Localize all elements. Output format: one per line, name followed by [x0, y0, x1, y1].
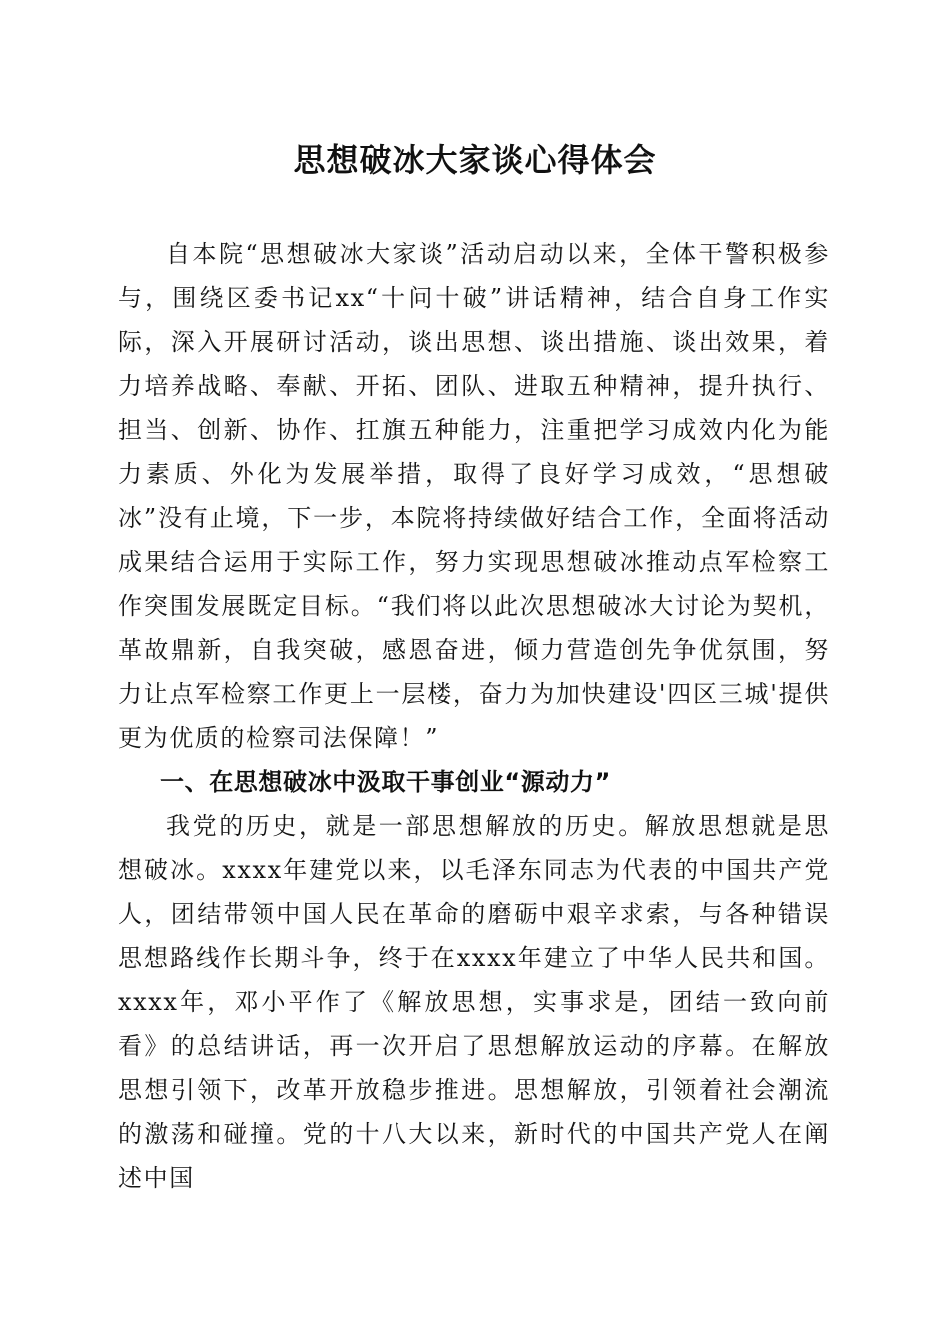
section-paragraph: 我党的历史，就是一部思想解放的历史。解放思想就是思想破冰。xxxx年建党以来，以毛泽东同志为代表的中国共产党人，团结带领中国人民在革命的磨砺中艰辛求索，与各种错误思想路线作长期斗争，终于在xxxx年建立了中华人民共和国。xxxx年，邓小平作了《解放思想，实事求是，团结一致向前看》的总结讲话，再一次开启了思想解放运动的序幕。在解放思想引领下，改革开放稳步推进。思想解放，引领着社会潮流的激荡和碰撞。党的十八大以来，新时代的中国共产党人在阐述中国: [118, 812, 830, 1192]
section-heading: 一、在思想破冰中汲取干事创业“源动力”: [160, 768, 611, 796]
intro-paragraph: 自本院“思想破冰大家谈”活动启动以来，全体干警积极参与，围绕区委书记xx“十问十破”讲话精神，结合自身工作实际，深入开展研讨活动，谈出思想、谈出措施、谈出效果，着力培养战略、奉献、开拓、团队、进取五种精神，提升执行、担当、创新、协作、扛旗五种能力，注重把学习成效内化为能力素质、外化为发展举措，取得了良好学习成效，“思想破冰”没有止境，下一步，本院将持续做好结合工作，全面将活动成果结合运用于实际工作，努力实现思想破冰推动点军检察工作突围发展既定目标。“我们将以此次思想破冰大讨论为契机，革故鼎新，自我突破，感恩奋进，倾力营造创先争优氛围，努力让点军检察工作更上一层楼，奋力为加快建设'四区三城'提供更为优质的检察司法保障！”: [118, 240, 830, 752]
document-title: 思想破冰大家谈心得体会: [293, 141, 657, 179]
document-body: [118, 232, 830, 1200]
